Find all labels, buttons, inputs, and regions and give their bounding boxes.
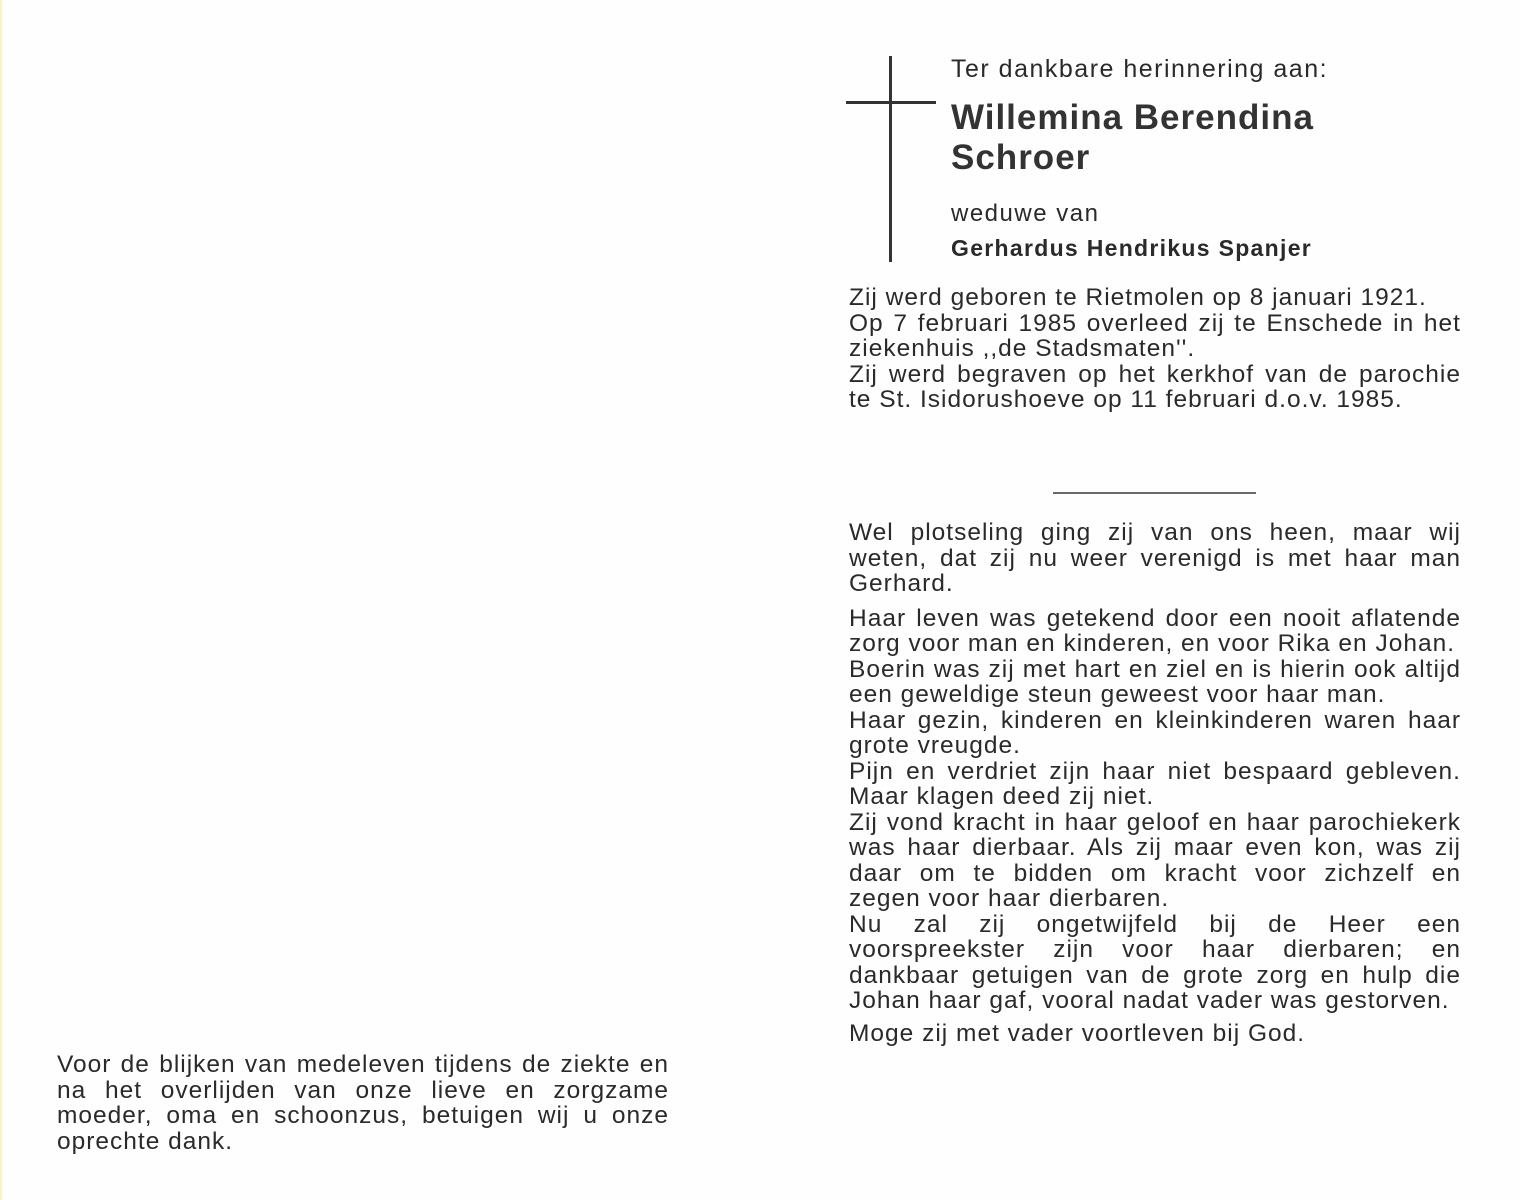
cross-icon: [889, 56, 892, 262]
page-edge: [0, 0, 4, 1200]
divider: [1053, 492, 1256, 494]
burial-paragraph: Zij werd begraven op het kerkhof van de parochie te St. Isidorushoeve op 11 februari d.o.v. 1985.: [849, 360, 1461, 413]
intro-text: Ter dankbare herinnering aan:: [951, 55, 1329, 83]
birth-paragraph: Zij werd geboren te Rietmolen op 8 januari 1921.: [849, 284, 1427, 311]
thank-you-text: Voor de blijken van medeleven tijdens de ziekte en na het overlijden van onze lieve en zorgzame moeder, oma en schoonzus, betuigen wij u onze oprechte dank.: [57, 1051, 669, 1155]
reflection-paragraph: Wel plotseling ging zij van ons heen, maar wij weten, dat zij nu weer verenigd is met haar man Gerhard.: [849, 519, 1461, 597]
biography: [849, 285, 1461, 413]
deceased-name: [951, 98, 1471, 178]
reflection-paragraph: Nu zal zij ongetwijfeld bij de Heer een voorspreekster zijn voor haar dierbaren; en dankbaar getuigen van de grote zorg en hulp die Johan haar gaf, vooral nadat vader was gestorven.: [849, 910, 1461, 1014]
reflection-paragraph: Haar leven was getekend door een nooit aflatende zorg voor man en kinderen, en voor Rika en Johan.: [849, 604, 1461, 657]
reflection-paragraph: Zij vond kracht in haar geloof en haar parochiekerk was haar dierbaar. Als zij maar even kon, was zij daar om te bidden om kracht voor zichzelf en zegen voor haar dierbaren.: [849, 808, 1461, 912]
deceased-surname: Schroer: [951, 138, 1091, 177]
reflection-paragraph: Pijn en verdriet zijn haar niet bespaard gebleven. Maar klagen deed zij niet.: [849, 757, 1461, 810]
reflection-paragraph: Boerin was zij met hart en ziel en is hierin ook altijd een geweldige steun geweest voor haar man.: [849, 655, 1461, 708]
husband-name: Gerhardus Hendrikus Spanjer: [951, 235, 1313, 261]
reflection: [849, 520, 1461, 1046]
cross-icon-bar: [846, 101, 936, 104]
deceased-first-names: Willemina Berendina: [951, 98, 1314, 137]
closing-line: Moge zij met vader voortleven bij God.: [849, 1019, 1306, 1047]
card-header: [951, 54, 1471, 263]
reflection-paragraph: Haar gezin, kinderen en kleinkinderen waren haar grote vreugde.: [849, 706, 1461, 759]
widow-of-label: weduwe van: [951, 200, 1100, 227]
death-paragraph: Op 7 februari 1985 overleed zij te Enschede in het ziekenhuis ,,de Stadsmaten''.: [849, 309, 1461, 362]
thank-you-note: [57, 1052, 669, 1154]
